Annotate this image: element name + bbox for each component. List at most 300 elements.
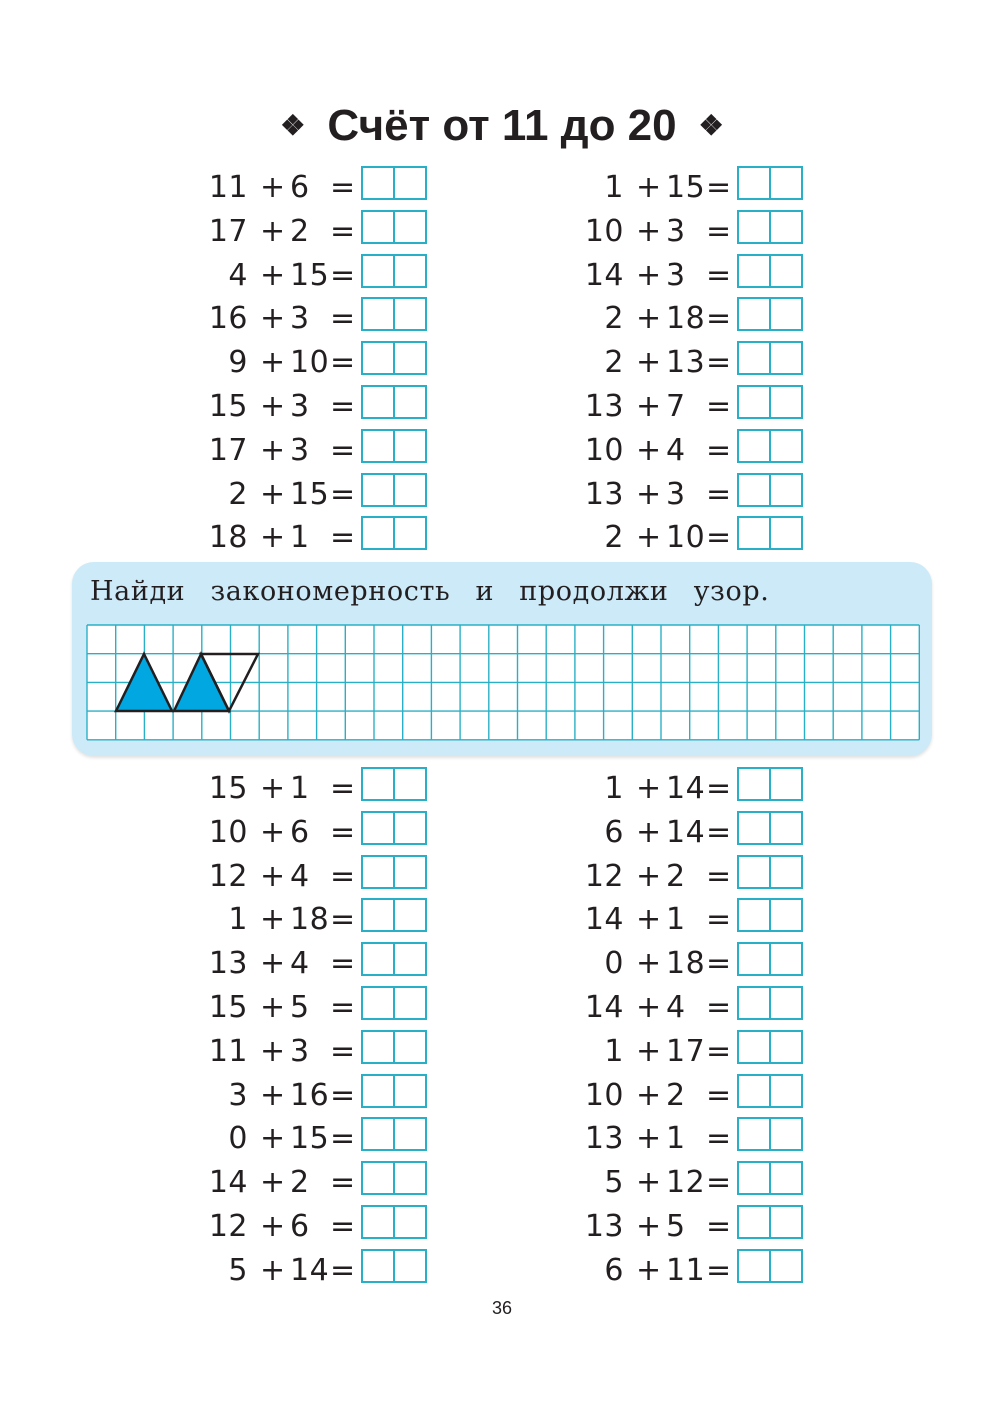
plus-sign: + [260,1033,286,1069]
plus-sign: + [636,990,662,1025]
plus-sign: + [636,902,662,938]
answer-box[interactable] [737,1161,803,1195]
operand-a: 13 [584,1121,624,1157]
operand-b: 7 [666,389,686,424]
equals-sign: = [330,946,356,982]
answer-box[interactable] [361,516,427,550]
answer-tens-cell[interactable] [363,900,393,930]
operand-b: 3 [290,389,310,424]
operand-a: 13 [584,389,624,424]
operand-a: 14 [584,990,624,1025]
operand-b: 14 [290,1252,330,1288]
answer-box[interactable] [737,166,803,200]
equals-sign: = [330,1165,356,1201]
equation-row [200,1117,440,1161]
operand-a: 10 [584,213,624,249]
operand-a: 17 [208,432,248,468]
answer-box[interactable] [361,1030,427,1064]
equation-row [200,385,440,429]
answer-ones-cell[interactable] [769,769,801,799]
operand-a: 10 [584,432,624,468]
equals-sign: = [706,990,732,1025]
answer-ones-cell[interactable] [393,988,425,1018]
answer-box[interactable] [737,855,803,889]
operand-b: 10 [666,520,706,556]
plus-sign: + [260,771,286,806]
title-text: Счёт от 11 до 20 [327,101,677,150]
operand-b: 2 [666,858,686,894]
answer-box[interactable] [361,385,427,419]
answer-tens-cell[interactable] [739,475,769,505]
answer-ones-cell[interactable] [393,857,425,887]
plus-sign: + [260,170,286,205]
equals-sign: = [330,858,356,894]
equals-sign: = [330,432,356,468]
operand-a: 2 [228,476,248,512]
equation-row [200,341,440,385]
plus-sign: + [260,946,286,982]
plus-sign: + [260,432,286,468]
operand-a: 11 [208,1033,248,1069]
plus-sign: + [636,946,662,982]
equals-sign: = [706,1165,732,1201]
equation-row [576,1074,816,1118]
equation-row [200,210,440,254]
plus-sign: + [636,1252,662,1288]
answer-ones-cell[interactable] [769,475,801,505]
answer-ones-cell[interactable] [769,1032,801,1062]
equals-sign: = [330,213,356,249]
equals-sign: = [706,858,732,894]
answer-ones-cell[interactable] [393,1251,425,1281]
answer-tens-cell[interactable] [739,900,769,930]
equation-row [576,942,816,986]
operand-a: 11 [208,170,248,205]
answer-ones-cell[interactable] [393,769,425,799]
operand-b: 1 [290,771,310,806]
operand-a: 5 [604,1165,624,1201]
answer-tens-cell[interactable] [363,1251,393,1281]
answer-box[interactable] [361,767,427,801]
answer-ones-cell[interactable] [769,343,801,373]
operand-a: 15 [208,389,248,424]
operand-a: 12 [208,1209,248,1244]
answer-ones-cell[interactable] [393,256,425,286]
answer-tens-cell[interactable] [739,813,769,843]
equation-row [576,1030,816,1074]
answer-tens-cell[interactable] [363,1119,393,1149]
answer-tens-cell[interactable] [363,944,393,974]
operand-a: 16 [208,301,248,337]
equation-row [576,1117,816,1161]
operand-b: 11 [666,1252,706,1288]
plus-sign: + [636,1033,662,1069]
answer-ones-cell[interactable] [393,343,425,373]
answer-ones-cell[interactable] [769,299,801,329]
answer-box[interactable] [737,986,803,1020]
operand-b: 15 [290,257,330,293]
equals-sign: = [706,902,732,938]
answer-tens-cell[interactable] [739,988,769,1018]
equals-sign: = [330,345,356,381]
answer-box[interactable] [361,855,427,889]
operand-b: 4 [290,946,310,982]
answer-box[interactable] [361,1117,427,1151]
answer-tens-cell[interactable] [739,1032,769,1062]
equation-row [576,1205,816,1249]
operand-a: 10 [208,814,248,850]
plus-sign: + [260,1209,286,1244]
answer-ones-cell[interactable] [769,1163,801,1193]
answer-tens-cell[interactable] [363,212,393,242]
answer-tens-cell[interactable] [363,1076,393,1106]
answer-box[interactable] [361,1205,427,1239]
equation-row [200,1161,440,1205]
answer-tens-cell[interactable] [739,1119,769,1149]
answer-box[interactable] [737,254,803,288]
equals-sign: = [330,476,356,512]
answer-box[interactable] [361,1249,427,1283]
equals-sign: = [330,301,356,337]
answer-tens-cell[interactable] [363,475,393,505]
equation-row [200,986,440,1030]
operand-b: 15 [290,1121,330,1157]
answer-tens-cell[interactable] [739,1076,769,1106]
operand-b: 14 [666,814,706,850]
answer-tens-cell[interactable] [739,256,769,286]
operand-b: 3 [290,301,310,337]
answer-ones-cell[interactable] [393,299,425,329]
answer-tens-cell[interactable] [739,857,769,887]
answer-ones-cell[interactable] [393,168,425,198]
plus-sign: + [260,1077,286,1113]
answer-ones-cell[interactable] [769,168,801,198]
answer-ones-cell[interactable] [769,813,801,843]
pattern-instruction: Найди закономерность и продолжи узор. [90,576,770,607]
equation-row [576,429,816,473]
operand-b: 2 [290,1165,310,1201]
operand-a: 13 [584,1209,624,1244]
equals-sign: = [706,476,732,512]
operand-a: 12 [208,858,248,894]
operand-a: 12 [584,858,624,894]
equals-sign: = [330,990,356,1025]
answer-tens-cell[interactable] [739,387,769,417]
plus-sign: + [636,771,662,806]
answer-ones-cell[interactable] [769,387,801,417]
ornament-right-icon: ❖ [698,110,724,142]
equation-row [200,1249,440,1293]
equation-row [576,166,816,210]
answer-tens-cell[interactable] [739,343,769,373]
answer-box[interactable] [737,767,803,801]
plus-sign: + [260,814,286,850]
answer-ones-cell[interactable] [769,1076,801,1106]
equation-row [576,473,816,517]
operand-b: 10 [290,345,330,381]
answer-ones-cell[interactable] [769,857,801,887]
plus-sign: + [636,432,662,468]
answer-ones-cell[interactable] [769,431,801,461]
plus-sign: + [260,990,286,1025]
answer-box[interactable] [737,898,803,932]
equation-row [576,210,816,254]
plus-sign: + [636,389,662,424]
operand-a: 1 [228,902,248,938]
operand-b: 18 [666,301,706,337]
answer-ones-cell[interactable] [393,431,425,461]
answer-tens-cell[interactable] [363,857,393,887]
operand-b: 6 [290,170,310,205]
operand-b: 6 [290,1209,310,1244]
answer-tens-cell[interactable] [363,299,393,329]
answer-box[interactable] [361,898,427,932]
answer-ones-cell[interactable] [393,212,425,242]
equation-row [576,855,816,899]
operand-a: 15 [208,990,248,1025]
operand-a: 5 [228,1252,248,1288]
equation-row [200,942,440,986]
answer-box[interactable] [737,210,803,244]
ornament-left-icon: ❖ [280,110,306,142]
operand-a: 10 [584,1077,624,1113]
equation-row [576,297,816,341]
answer-ones-cell[interactable] [393,1076,425,1106]
answer-ones-cell[interactable] [769,256,801,286]
answer-tens-cell[interactable] [739,1251,769,1281]
answer-tens-cell[interactable] [739,212,769,242]
page-number: 36 [491,1298,513,1318]
operand-a: 13 [208,946,248,982]
plus-sign: + [260,257,286,293]
answer-box[interactable] [737,1030,803,1064]
answer-tens-cell[interactable] [363,387,393,417]
equation-row [576,986,816,1030]
equation-row [200,898,440,942]
equation-row [200,297,440,341]
operand-a: 14 [584,902,624,938]
answer-ones-cell[interactable] [393,813,425,843]
operand-a: 6 [604,814,624,850]
equals-sign: = [706,520,732,556]
answer-box[interactable] [361,1161,427,1195]
equals-sign: = [706,213,732,249]
equation-row [200,1205,440,1249]
answer-tens-cell[interactable] [739,168,769,198]
answer-ones-cell[interactable] [393,1119,425,1149]
answer-tens-cell[interactable] [739,944,769,974]
answer-ones-cell[interactable] [393,387,425,417]
equals-sign: = [706,389,732,424]
answer-tens-cell[interactable] [363,769,393,799]
equation-row [200,855,440,899]
answer-box[interactable] [737,341,803,375]
plus-sign: + [260,345,286,381]
answer-ones-cell[interactable] [769,988,801,1018]
plus-sign: + [260,520,286,556]
equals-sign: = [706,170,732,205]
answer-tens-cell[interactable] [363,431,393,461]
operand-b: 15 [290,476,330,512]
equals-sign: = [706,432,732,468]
answer-tens-cell[interactable] [739,769,769,799]
answer-ones-cell[interactable] [393,518,425,548]
answer-tens-cell[interactable] [739,299,769,329]
equation-row [200,516,440,560]
equation-row [200,1030,440,1074]
answer-box[interactable] [737,811,803,845]
operand-a: 1 [604,771,624,806]
answer-tens-cell[interactable] [739,1163,769,1193]
answer-box[interactable] [737,1249,803,1283]
plus-sign: + [636,213,662,249]
operand-b: 18 [666,946,706,982]
equals-sign: = [706,814,732,850]
answer-ones-cell[interactable] [393,1207,425,1237]
equation-row [576,385,816,429]
operand-b: 16 [290,1077,330,1113]
answer-tens-cell[interactable] [739,1207,769,1237]
answer-ones-cell[interactable] [769,1251,801,1281]
plus-sign: + [636,1209,662,1244]
plus-sign: + [260,301,286,337]
equals-sign: = [330,170,356,205]
operand-b: 4 [666,990,686,1025]
answer-ones-cell[interactable] [769,1207,801,1237]
answer-ones-cell[interactable] [393,475,425,505]
operand-a: 13 [584,476,624,512]
equation-row [576,767,816,811]
answer-box[interactable] [361,473,427,507]
plus-sign: + [636,345,662,381]
operand-b: 1 [290,520,310,556]
answer-ones-cell[interactable] [393,1163,425,1193]
answer-box[interactable] [361,341,427,375]
answer-tens-cell[interactable] [363,1163,393,1193]
plus-sign: + [260,902,286,938]
equation-row [576,1249,816,1293]
plus-sign: + [260,389,286,424]
answer-box[interactable] [737,942,803,976]
operand-b: 15 [666,170,706,205]
answer-ones-cell[interactable] [393,944,425,974]
answer-box[interactable] [737,297,803,331]
answer-box[interactable] [737,429,803,463]
plus-sign: + [636,476,662,512]
operand-b: 4 [666,432,686,468]
answer-box[interactable] [737,1117,803,1151]
answer-tens-cell[interactable] [739,431,769,461]
operand-b: 5 [666,1209,686,1244]
equation-row [576,341,816,385]
plus-sign: + [260,1121,286,1157]
answer-tens-cell[interactable] [739,518,769,548]
operand-b: 6 [290,814,310,850]
answer-box[interactable] [737,1205,803,1239]
answer-box[interactable] [737,516,803,550]
answer-ones-cell[interactable] [769,518,801,548]
pattern-grid[interactable] [86,624,920,742]
operand-b: 1 [666,902,686,938]
operand-a: 2 [604,520,624,556]
equals-sign: = [706,1209,732,1244]
plus-sign: + [636,858,662,894]
answer-box[interactable] [361,254,427,288]
answer-tens-cell[interactable] [363,1032,393,1062]
equals-sign: = [706,1033,732,1069]
answer-box[interactable] [361,811,427,845]
equation-row [576,254,816,298]
answer-tens-cell[interactable] [363,813,393,843]
answer-box[interactable] [361,1074,427,1108]
operand-b: 3 [290,432,310,468]
plus-sign: + [636,814,662,850]
answer-box[interactable] [361,297,427,331]
operand-b: 13 [666,345,706,381]
answer-ones-cell[interactable] [769,944,801,974]
equals-sign: = [706,1252,732,1288]
answer-ones-cell[interactable] [769,212,801,242]
equation-row [200,429,440,473]
answer-tens-cell[interactable] [363,256,393,286]
plus-sign: + [260,858,286,894]
answer-box[interactable] [737,473,803,507]
answer-box[interactable] [361,942,427,976]
plus-sign: + [636,301,662,337]
plus-sign: + [260,1165,286,1201]
answer-ones-cell[interactable] [769,1119,801,1149]
plus-sign: + [260,1252,286,1288]
equation-row [576,1161,816,1205]
answer-box[interactable] [361,986,427,1020]
equation-row [200,811,440,855]
operand-a: 17 [208,213,248,249]
answer-tens-cell[interactable] [363,343,393,373]
answer-ones-cell[interactable] [393,1032,425,1062]
answer-tens-cell[interactable] [363,1207,393,1237]
operand-b: 17 [666,1033,706,1069]
operand-a: 3 [228,1077,248,1113]
answer-ones-cell[interactable] [393,900,425,930]
answer-tens-cell[interactable] [363,168,393,198]
equals-sign: = [330,902,356,938]
operand-b: 18 [290,902,330,938]
plus-sign: + [260,213,286,249]
operand-b: 3 [290,1033,310,1069]
equation-row [576,811,816,855]
answer-box[interactable] [361,210,427,244]
equals-sign: = [706,1077,732,1113]
operand-b: 1 [666,1121,686,1157]
equals-sign: = [330,1209,356,1244]
equation-row [200,254,440,298]
answer-box[interactable] [737,385,803,419]
answer-tens-cell[interactable] [363,988,393,1018]
equation-row [200,1074,440,1118]
answer-box[interactable] [361,166,427,200]
operand-a: 18 [208,520,248,556]
equals-sign: = [706,771,732,806]
operand-a: 1 [604,1033,624,1069]
answer-box[interactable] [737,1074,803,1108]
operand-b: 3 [666,257,686,293]
equals-sign: = [330,389,356,424]
plus-sign: + [636,520,662,556]
equation-row [200,767,440,811]
answer-box[interactable] [361,429,427,463]
answer-ones-cell[interactable] [769,900,801,930]
answer-tens-cell[interactable] [363,518,393,548]
